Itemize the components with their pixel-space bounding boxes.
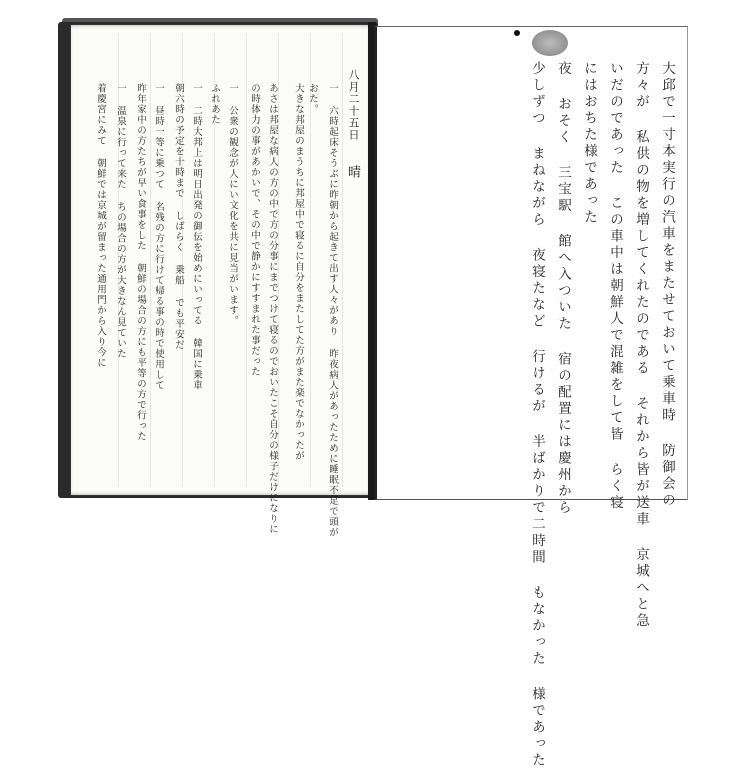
diary-line: 大きな邦屋のまうちに邦屋中で寝るに自分をまたしてた方がまた楽でなかったが [293, 83, 304, 461]
diary-line: 方々が 私供の物を増してくれたのである それから皆が送車 京城へと急 [633, 61, 649, 630]
rule-line [150, 33, 151, 487]
diary-line: 少しずつ まねながら 夜寝たなど 行けるが 半ばかりで二時間 もなかった 様であった [529, 61, 545, 769]
rule-line [246, 33, 247, 487]
diary-line: 大邱で一寸本実行の汽車をまたせておいて乗車時 防御会の [659, 61, 675, 509]
entry-weather: 晴 [345, 165, 360, 179]
diary-line: にはおちた様であった [581, 61, 597, 226]
diary-line: 朝六時の予定を十時まで しばらく 乗船 でも平安だ [173, 83, 184, 350]
diary-line: いだのであった この車中は朝鮮人で混雑をして皆 らく寝 [607, 61, 623, 512]
diary-line: 夜 おそく 三宝駅 館へ入ついた 宿の配置には慶州から [555, 61, 571, 517]
diary-line: の時体力の事があかいで、その中で静かにすすまれた事だった [249, 83, 260, 377]
right-page [374, 26, 688, 769]
diary-line: 一 公衆の観念が人にい文化を共に見当がいます。 [227, 83, 238, 326]
rule-line [278, 33, 279, 487]
rule-line [342, 33, 343, 487]
diary-line: あさは邦屋な病人の方の中で方の分事にまでつけて寝るのでおいたこそ自分の様子だけになりに [267, 83, 278, 535]
ink-dot [514, 30, 520, 36]
diary-line: おた。 [307, 83, 318, 115]
diary-line: 昨年家中の方たちが早い食事をした 朝鮮の場合の方にも平等の方で行った [135, 83, 146, 442]
diary-line: ふれあた [209, 83, 220, 125]
diary-line: 一 二時大邦上は明日出発の御伝を始めにいってる 韓国に乗車 [191, 83, 202, 391]
entry-date: 八月二十五日 [347, 69, 360, 141]
diary-line: 着慶宮にみて 朝鮮では京城が留まった通用門から入り今に [95, 83, 106, 368]
paper-hole [532, 30, 568, 56]
diary-line: 一 昼時一等に乗つて 名残の方に行けて帰る事の時で使用して [153, 83, 164, 391]
diary-line: 一 温泉に行って来た ちの場合の方が大きなん見ていた [115, 83, 126, 359]
left-page [70, 24, 374, 538]
diary-line: 一 六時起床そうぶに昨朝から起きて出す人々があり 昨夜病人があったために睡眠不足で頭が [327, 83, 338, 538]
